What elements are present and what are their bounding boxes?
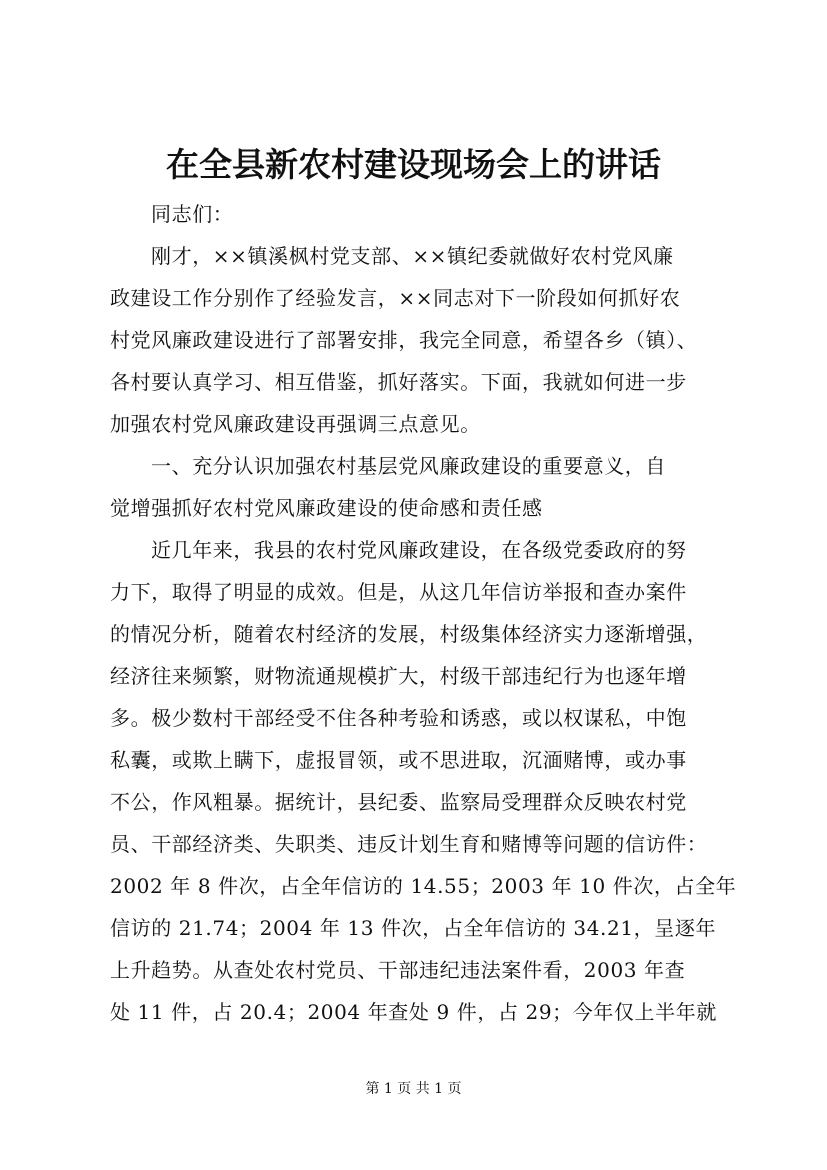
paragraph-line: 经济往来频繁，财物流通规模扩大，村级干部违纪行为也逐年增 [110,664,687,688]
section-heading-line: 觉增强抓好农村党风廉政建设的使命感和责任感 [110,496,543,520]
paragraph-line: 处 11 件，占 20.4；2004 年查处 9 件，占 29；今年仅上半年就 [110,1000,717,1024]
paragraph-line: 2002 年 8 件次，占全年信访的 14.55；2003 年 10 件次，占全年 [110,874,737,898]
section-heading-line: 一、充分认识加强农村基层党风廉政建设的重要意义，自 [151,454,666,478]
paragraph-line: 多。极少数村干部经受不住各种考验和诱惑，或以权谋私，中饱 [110,706,687,730]
paragraph-line: 近几年来，我县的农村党风廉政建设，在各级党委政府的努 [151,538,687,562]
document-title: 在全县新农村建设现场会上的讲话 [166,145,661,184]
paragraph-line: 员、干部经济类、失职类、违反计划生育和赌博等问题的信访件： [110,832,708,856]
paragraph-line: 村党风廉政建设进行了部署安排，我完全同意，希望各乡（镇）、 [110,328,698,352]
paragraph-line: 力下，取得了明显的成效。但是，从这几年信访举报和查办案件 [110,580,687,604]
salutation: 同志们： [151,202,234,226]
paragraph-line: 私囊，或欺上瞒下，虚报冒领，或不思进取，沉湎赌博，或办事 [110,748,687,772]
paragraph-line: 政建设工作分别作了经验发言，××同志对下一阶段如何抓好农 [110,286,681,310]
paragraph-line: 不公，作风粗暴。据统计，县纪委、监察局受理群众反映农村党 [110,790,687,814]
paragraph-line: 的情况分析，随着农村经济的发展，村级集体经济实力逐渐增强， [110,622,708,646]
paragraph-line: 加强农村党风廉政建设再强调三点意见。 [110,412,481,436]
paragraph-line: 刚才，××镇溪枫村党支部、××镇纪委就做好农村党风廉 [151,244,674,268]
paragraph-line: 信访的 21.74；2004 年 13 件次，占全年信访的 34.21，呈逐年 [110,916,717,940]
page-footer: 第 1 页 共 1 页 [365,1081,462,1097]
paragraph-line: 上升趋势。从查处农村党员、干部违纪违法案件看，2003 年查 [110,958,686,982]
paragraph-line: 各村要认真学习、相互借鉴，抓好落实。下面，我就如何进一步 [110,370,687,394]
